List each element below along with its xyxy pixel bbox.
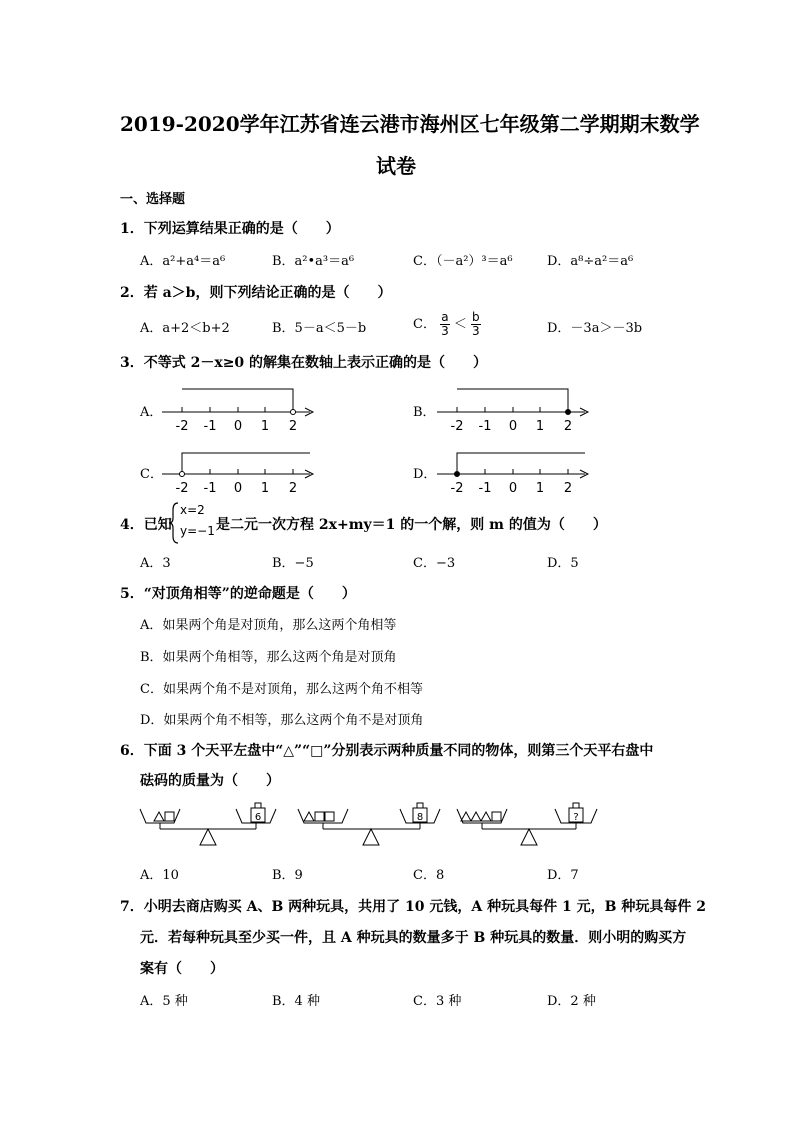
question-6-stem-cont: 砝码的质量为（ ）	[140, 773, 280, 789]
q2-option-c-label: C．	[413, 317, 436, 332]
q3-option-c[interactable]: C．	[140, 467, 163, 482]
weight-label: 6	[254, 812, 262, 823]
q7-option-d[interactable]: D．2 种	[547, 994, 596, 1009]
equation-system-line-2: y=−1	[180, 524, 215, 538]
tick-label: 0	[233, 419, 243, 434]
tick-label: 2	[288, 419, 298, 434]
weight-label: ?	[573, 812, 579, 823]
q4-option-d[interactable]: D．5	[547, 556, 579, 571]
question-5-stem: 5．“对顶角相等”的逆命题是（ ）	[120, 586, 356, 602]
q6-option-c[interactable]: C．8	[413, 868, 445, 883]
q4-option-c[interactable]: C．−3	[413, 556, 456, 571]
tick-label: 2	[563, 481, 573, 496]
question-7-stem-cont: 元．若每种玩具至少买一件，且 A 种玩具的数量多于 B 种玩具的数量．则小明的购买方	[140, 930, 687, 946]
tick-label: 0	[233, 481, 243, 496]
q6-option-d[interactable]: D．7	[547, 868, 579, 883]
q2-option-c[interactable]	[413, 311, 481, 338]
q7-option-c[interactable]: C．3 种	[413, 994, 462, 1009]
page-title-cont: 试卷	[376, 154, 416, 178]
q3-option-a[interactable]: A．	[140, 405, 163, 420]
q3-option-d[interactable]: D．	[413, 467, 437, 482]
number-line-b	[435, 385, 595, 435]
tick-label: -1	[478, 481, 492, 496]
tick-label: 2	[563, 419, 573, 434]
tick-label: -1	[478, 419, 492, 434]
tick-label: -2	[450, 481, 464, 496]
page-title: 2019-2020学年江苏省连云港市海州区七年级第二学期期末数学	[120, 112, 700, 136]
q7-option-b[interactable]: B．4 种	[272, 994, 320, 1009]
section-heading: 一、选择题	[120, 192, 186, 207]
tick-label: 0	[508, 419, 518, 434]
q5-option-d[interactable]: D．如果两个角不相等，那么这两个角不是对顶角	[140, 713, 424, 728]
question-3-stem: 3．不等式 2－x≥0 的解集在数轴上表示正确的是（ ）	[120, 355, 488, 371]
question-7-stem: 7．小明去商店购买 A、B 两种玩具，共用了 10 元钱，A 种玩具每件 1 元，B 种玩具每件 2	[120, 899, 706, 915]
fraction: $\frac{b}{3}$	[472, 310, 480, 338]
q5-option-c[interactable]: C．如果两个角不是对顶角，那么这两个角不相等	[140, 682, 423, 697]
balance-scale-1	[138, 797, 298, 853]
equation-system-line-1: x=2	[180, 503, 205, 517]
q3-option-b[interactable]: B．	[413, 405, 436, 420]
tick-label: -2	[175, 481, 189, 496]
tick-label: -1	[203, 419, 217, 434]
question-4-stem: 4．已知	[120, 517, 172, 533]
q1-option-b[interactable]: B．a²•a³＝a⁶	[272, 254, 355, 269]
tick-label: -2	[175, 419, 189, 434]
tick-label: -1	[203, 481, 217, 496]
tick-label: 1	[535, 419, 545, 434]
number-line-a	[160, 385, 320, 435]
question-4-stem-cont: 是二元一次方程 2x+my＝1 的一个解，则 m 的值为（ ）	[216, 517, 607, 533]
q6-option-a[interactable]: A．10	[140, 868, 179, 883]
number-line-c	[160, 447, 320, 497]
tick-label: 2	[288, 481, 298, 496]
q1-option-d[interactable]: D．a⁸÷a²＝a⁶	[547, 254, 634, 269]
q4-option-a[interactable]: A．3	[140, 556, 171, 571]
q2-option-b[interactable]: B．5－a＜5－b	[272, 321, 367, 336]
q7-option-a[interactable]: A．5 种	[140, 994, 188, 1009]
tick-label: 1	[260, 481, 270, 496]
q2-option-a[interactable]: A．a+2＜b+2	[140, 321, 230, 336]
tick-label: 1	[260, 419, 270, 434]
q6-option-b[interactable]: B．9	[272, 868, 303, 883]
q1-option-a[interactable]: A．a²+a⁴＝a⁶	[140, 254, 226, 269]
brace-icon	[168, 502, 180, 544]
q2-option-d[interactable]: D．－3a＞－3b	[547, 321, 643, 336]
q1-option-c[interactable]: C．（－a²）³＝a⁶	[413, 254, 513, 269]
weight-label: 8	[416, 812, 424, 823]
question-6-stem: 6．下面 3 个天平左盘中“△”“□”分别表示两种质量不同的物体，则第三个天平右盘中	[120, 743, 654, 759]
balance-scale-2	[296, 797, 456, 853]
tick-label: 0	[508, 481, 518, 496]
q4-option-b[interactable]: B．−5	[272, 556, 314, 571]
q5-option-b[interactable]: B．如果两个角相等，那么这两个角是对顶角	[140, 650, 397, 665]
number-line-d	[435, 447, 595, 497]
balance-scale-3	[455, 797, 615, 853]
question-2-stem: 2．若 a＞b，则下列结论正确的是（ ）	[120, 285, 392, 301]
tick-label: 1	[535, 481, 545, 496]
question-7-stem-cont2: 案有（ ）	[140, 961, 224, 977]
fraction: $\frac{a}{3}$	[441, 310, 449, 338]
q5-option-a[interactable]: A．如果两个角是对顶角，那么这两个角相等	[140, 618, 397, 633]
question-1-stem: 1．下列运算结果正确的是（ ）	[120, 221, 340, 237]
less-than-sign: ＜	[453, 317, 467, 332]
tick-label: -2	[450, 419, 464, 434]
